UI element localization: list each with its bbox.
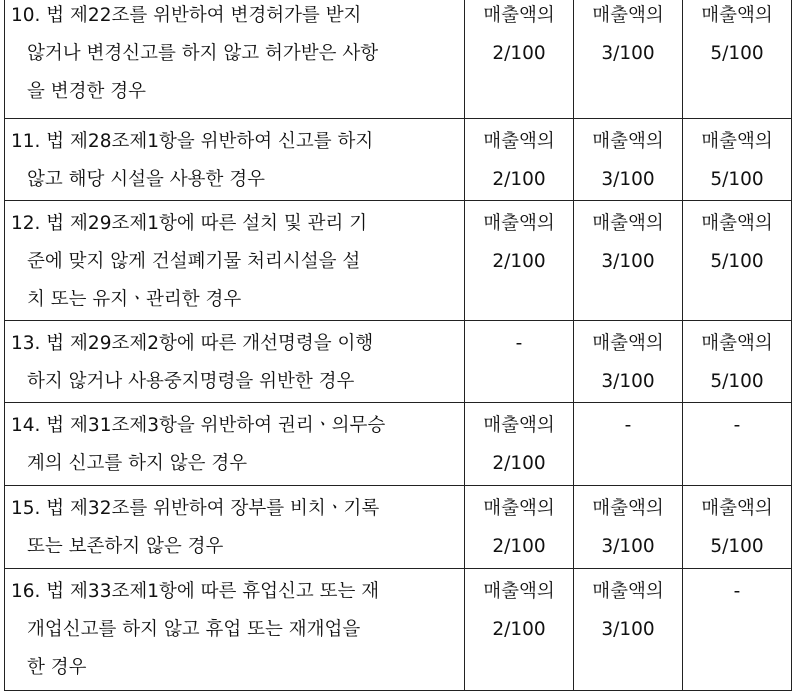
description-line: 12. 법 제29조제1항에 따른 설치 및 관리 기 xyxy=(11,213,368,234)
description-line: 준에 맞지 않게 건설폐기물 처리시설을 설 xyxy=(27,251,361,272)
amount-rate: 5/100 xyxy=(710,251,764,272)
description-line: 10. 법 제22조를 위반하여 변경허가를 받지 xyxy=(11,5,362,26)
description-line: 14. 법 제31조제3항을 위반하여 권리ㆍ의무승 xyxy=(11,415,386,436)
amount-rate: 3/100 xyxy=(601,251,655,272)
amount-rate: 5/100 xyxy=(710,536,764,557)
amount-rate: 3/100 xyxy=(601,371,655,392)
second-violation-cell xyxy=(574,119,683,201)
first-violation-cell xyxy=(465,569,574,691)
first-violation-cell xyxy=(465,321,574,403)
violation-description xyxy=(5,321,465,403)
violation-description xyxy=(5,486,465,569)
amount-rate: 2/100 xyxy=(492,453,546,474)
first-violation-cell xyxy=(465,0,574,119)
table-row xyxy=(5,486,792,569)
amount-rate: 3/100 xyxy=(601,619,655,640)
amount-rate: 3/100 xyxy=(601,43,655,64)
second-violation-cell xyxy=(574,0,683,119)
amount-label: 매출액의 xyxy=(592,5,664,26)
third-violation-cell xyxy=(683,569,792,691)
description-line: 11. 법 제28조제1항을 위반하여 신고를 하지 xyxy=(11,131,374,152)
not-applicable-dash: - xyxy=(515,333,523,354)
amount-rate: 5/100 xyxy=(710,169,764,190)
table-row xyxy=(5,569,792,691)
description-line: 않거나 변경신고를 하지 않고 허가받은 사항 xyxy=(27,43,379,64)
not-applicable-dash: - xyxy=(733,581,741,602)
amount-label: 매출액의 xyxy=(483,415,555,436)
description-line: 을 변경한 경우 xyxy=(27,81,146,102)
second-violation-cell xyxy=(574,403,683,486)
amount-label: 매출액의 xyxy=(592,333,664,354)
amount-label: 매출액의 xyxy=(701,5,773,26)
amount-rate: 2/100 xyxy=(492,169,546,190)
amount-label: 매출액의 xyxy=(483,5,555,26)
description-line: 계의 신고를 하지 않은 경우 xyxy=(27,453,248,474)
description-line: 한 경우 xyxy=(27,657,87,678)
amount-label: 매출액의 xyxy=(483,131,555,152)
table-row xyxy=(5,119,792,201)
amount-label: 매출액의 xyxy=(701,333,773,354)
third-violation-cell xyxy=(683,403,792,486)
not-applicable-dash: - xyxy=(733,415,741,436)
third-violation-cell xyxy=(683,321,792,403)
description-line: 치 또는 유지ㆍ관리한 경우 xyxy=(27,289,242,310)
description-line: 16. 법 제33조제1항에 따른 휴업신고 또는 재 xyxy=(11,581,380,602)
amount-label: 매출액의 xyxy=(701,131,773,152)
amount-label: 매출액의 xyxy=(592,498,664,519)
amount-label: 매출액의 xyxy=(483,213,555,234)
penalty-table xyxy=(4,0,792,691)
not-applicable-dash: - xyxy=(624,415,632,436)
first-violation-cell xyxy=(465,403,574,486)
third-violation-cell xyxy=(683,0,792,119)
violation-description xyxy=(5,201,465,321)
amount-rate: 2/100 xyxy=(492,536,546,557)
violation-description xyxy=(5,119,465,201)
amount-rate: 3/100 xyxy=(601,536,655,557)
description-line: 개업신고를 하지 않고 휴업 또는 재개업을 xyxy=(27,619,361,640)
description-line: 않고 해당 시설을 사용한 경우 xyxy=(27,169,265,190)
third-violation-cell xyxy=(683,119,792,201)
amount-rate: 3/100 xyxy=(601,169,655,190)
amount-rate: 5/100 xyxy=(710,371,764,392)
amount-label: 매출액의 xyxy=(592,581,664,602)
amount-label: 매출액의 xyxy=(483,498,555,519)
violation-description xyxy=(5,569,465,691)
description-line: 하지 않거나 사용중지명령을 위반한 경우 xyxy=(27,371,355,392)
amount-rate: 2/100 xyxy=(492,43,546,64)
second-violation-cell xyxy=(574,486,683,569)
second-violation-cell xyxy=(574,321,683,403)
amount-label: 매출액의 xyxy=(592,131,664,152)
table-row xyxy=(5,0,792,119)
violation-description xyxy=(5,403,465,486)
amount-label: 매출액의 xyxy=(483,581,555,602)
description-line: 또는 보존하지 않은 경우 xyxy=(27,536,224,557)
amount-rate: 5/100 xyxy=(710,43,764,64)
violation-description xyxy=(5,0,465,119)
third-violation-cell xyxy=(683,486,792,569)
table-row xyxy=(5,403,792,486)
description-line: 15. 법 제32조를 위반하여 장부를 비치ㆍ기록 xyxy=(11,498,380,519)
description-line: 13. 법 제29조제2항에 따른 개선명령을 이행 xyxy=(11,333,374,354)
amount-rate: 2/100 xyxy=(492,251,546,272)
first-violation-cell xyxy=(465,486,574,569)
amount-rate: 2/100 xyxy=(492,619,546,640)
amount-label: 매출액의 xyxy=(701,498,773,519)
table-row xyxy=(5,201,792,321)
amount-label: 매출액의 xyxy=(592,213,664,234)
third-violation-cell xyxy=(683,201,792,321)
first-violation-cell xyxy=(465,119,574,201)
second-violation-cell xyxy=(574,201,683,321)
amount-label: 매출액의 xyxy=(701,213,773,234)
first-violation-cell xyxy=(465,201,574,321)
table-row xyxy=(5,321,792,403)
second-violation-cell xyxy=(574,569,683,691)
